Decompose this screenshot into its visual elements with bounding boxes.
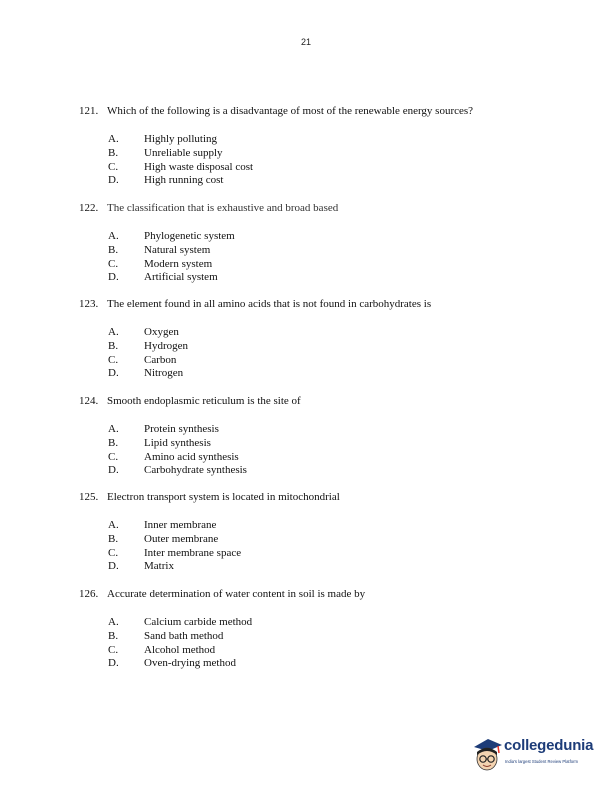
option-letter: C. xyxy=(108,160,119,173)
option-text: Hydrogen xyxy=(144,339,188,352)
option-text: High running cost xyxy=(144,174,224,187)
option-text: Alcohol method xyxy=(144,643,216,656)
question-number: 126. xyxy=(79,588,99,600)
question-number: 125. xyxy=(79,491,99,503)
logo-tagline: India's largest Student Review Platform xyxy=(505,759,578,764)
option-text: Nitrogen xyxy=(144,367,184,380)
option-a xyxy=(79,423,559,437)
option-text: Natural system xyxy=(144,243,211,256)
option-c xyxy=(79,547,559,561)
option-text: Calcium carbide method xyxy=(144,616,253,628)
option-letter: B. xyxy=(108,629,119,642)
question-text: Which of the following is a disadvantage of most of the renewable energy sources? xyxy=(107,105,474,117)
option-d xyxy=(79,464,559,478)
option-d xyxy=(79,560,559,574)
question-text: Electron transport system is located in mitochondrial xyxy=(107,491,340,503)
option-c xyxy=(79,161,559,175)
option-text: Oxygen xyxy=(144,326,179,338)
option-letter: A. xyxy=(108,423,119,435)
option-letter: D. xyxy=(108,657,119,670)
option-text: Oven-drying method xyxy=(144,657,236,670)
option-text: Matrix xyxy=(144,560,174,573)
option-list xyxy=(79,616,559,671)
option-list xyxy=(79,133,559,188)
option-b xyxy=(79,147,559,161)
option-letter: A. xyxy=(108,616,119,628)
option-c xyxy=(79,451,559,465)
question-text: Smooth endoplasmic reticulum is the site of xyxy=(107,395,301,407)
option-list xyxy=(79,326,559,381)
option-list xyxy=(79,519,559,574)
option-letter: C. xyxy=(108,546,119,559)
question-number: 122. xyxy=(79,202,99,214)
option-list xyxy=(79,423,559,478)
option-letter: A. xyxy=(108,230,119,242)
option-a xyxy=(79,230,559,244)
logo-wordmark: collegedunia xyxy=(504,737,594,754)
option-b xyxy=(79,340,559,354)
question-121 xyxy=(79,105,559,188)
option-letter: C. xyxy=(108,353,119,366)
mascot-icon xyxy=(468,735,506,775)
question-122 xyxy=(79,202,559,285)
option-c xyxy=(79,258,559,272)
question-number: 121. xyxy=(79,105,99,117)
option-text: Highly polluting xyxy=(144,133,218,145)
option-text: Carbohydrate synthesis xyxy=(144,464,247,477)
option-letter: B. xyxy=(108,243,119,256)
question-text: The classification that is exhaustive and broad based xyxy=(107,202,339,214)
option-d xyxy=(79,657,559,671)
option-text: Lipid synthesis xyxy=(144,436,211,449)
option-d xyxy=(79,174,559,188)
option-text: Sand bath method xyxy=(144,629,224,642)
option-c xyxy=(79,644,559,658)
option-letter: B. xyxy=(108,146,119,159)
question-text: The element found in all amino acids that is not found in carbohydrates is xyxy=(107,298,432,310)
question-number: 123. xyxy=(79,298,99,310)
option-letter: D. xyxy=(108,560,119,573)
option-text: Amino acid synthesis xyxy=(144,450,239,463)
option-text: Inner membrane xyxy=(144,519,217,531)
page-number: 21 xyxy=(300,37,311,47)
option-d xyxy=(79,367,559,381)
option-text: Carbon xyxy=(144,353,177,366)
option-text: Outer membrane xyxy=(144,532,219,545)
option-text: Protein synthesis xyxy=(144,423,219,435)
option-letter: B. xyxy=(108,532,119,545)
option-text: Modern system xyxy=(144,257,213,270)
option-b xyxy=(79,437,559,451)
option-letter: B. xyxy=(108,436,119,449)
option-a xyxy=(79,616,559,630)
option-text: Phylogenetic system xyxy=(144,230,235,242)
option-letter: A. xyxy=(108,519,119,531)
option-b xyxy=(79,533,559,547)
question-number: 124. xyxy=(79,395,99,407)
option-letter: D. xyxy=(108,367,119,380)
option-a xyxy=(79,133,559,147)
option-d xyxy=(79,271,559,285)
option-letter: C. xyxy=(108,450,119,463)
question-text: Accurate determination of water content in soil is made by xyxy=(107,588,366,600)
question-126 xyxy=(79,588,559,671)
option-letter: D. xyxy=(108,464,119,477)
option-text: Artificial system xyxy=(144,271,218,284)
option-letter: A. xyxy=(108,326,119,338)
option-text: Inter membrane space xyxy=(144,546,242,559)
option-a xyxy=(79,326,559,340)
option-letter: D. xyxy=(108,271,119,284)
question-124 xyxy=(79,395,559,478)
option-text: Unreliable supply xyxy=(144,146,223,159)
option-a xyxy=(79,519,559,533)
option-letter: A. xyxy=(108,133,119,145)
option-list xyxy=(79,230,559,285)
option-letter: D. xyxy=(108,174,119,187)
option-b xyxy=(79,244,559,258)
question-125 xyxy=(79,491,559,574)
option-letter: C. xyxy=(108,257,119,270)
question-123 xyxy=(79,298,559,381)
option-letter: B. xyxy=(108,339,119,352)
option-c xyxy=(79,354,559,368)
collegedunia-logo xyxy=(468,735,608,775)
option-text: High waste disposal cost xyxy=(144,160,254,173)
option-b xyxy=(79,630,559,644)
option-letter: C. xyxy=(108,643,119,656)
